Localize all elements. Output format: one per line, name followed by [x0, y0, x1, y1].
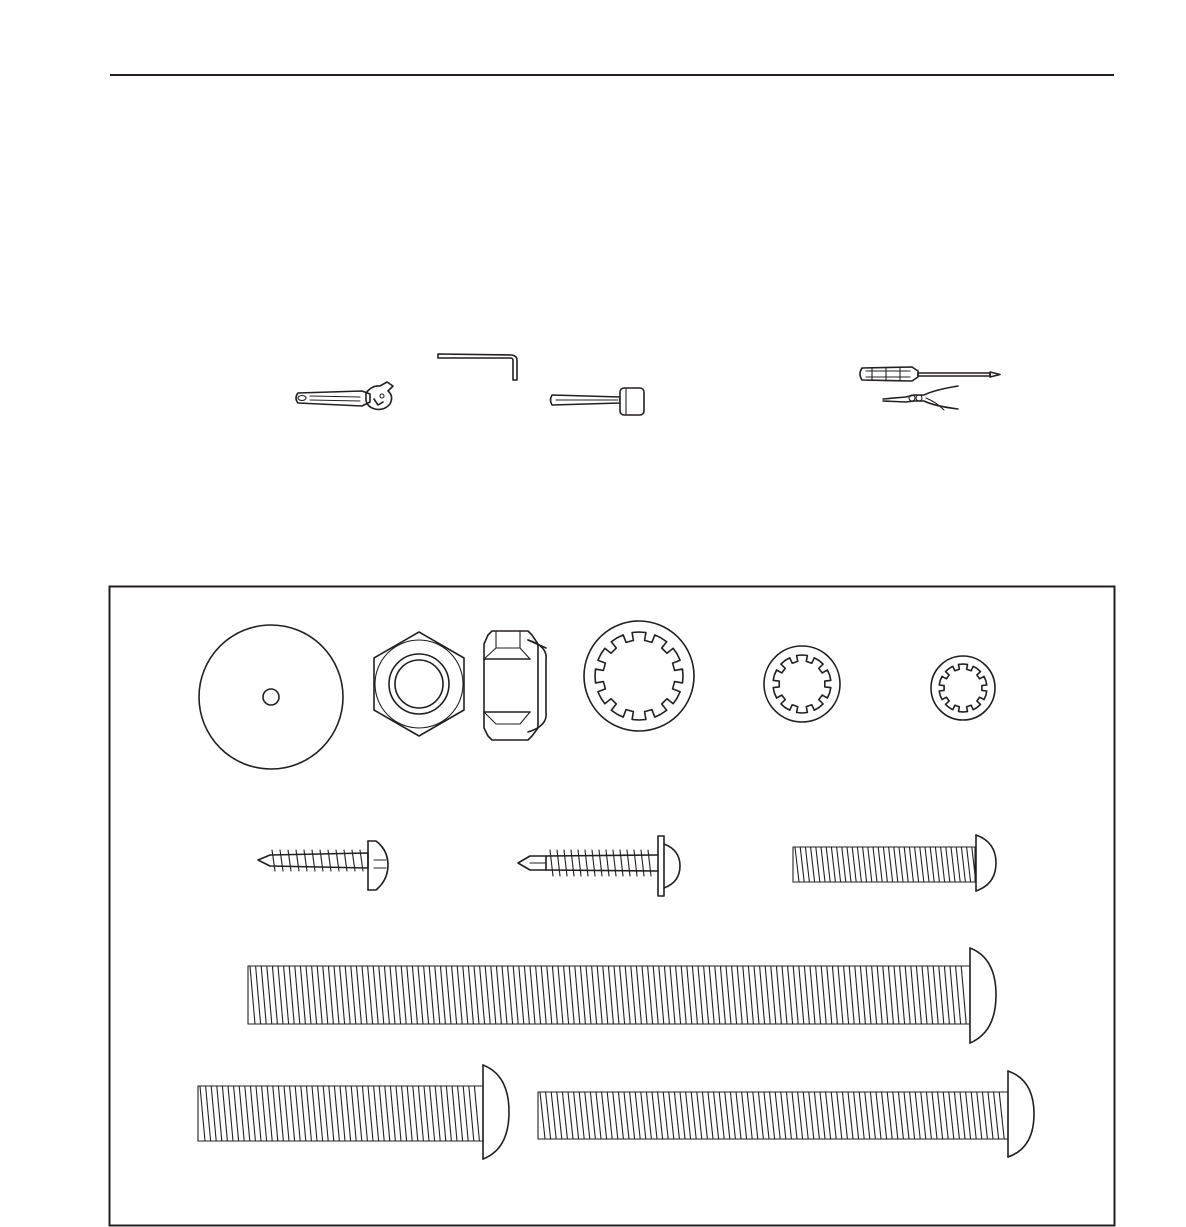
- flat-washer-icon: [199, 625, 343, 769]
- hardware-row-1: [199, 621, 995, 769]
- long-button-bolt-icon: [248, 948, 996, 1043]
- nylon-locknut-icon: [484, 631, 546, 740]
- hardware-row-4: [198, 1065, 1034, 1159]
- rubber-mallet-icon: [551, 388, 645, 415]
- hardware-row-2: [258, 835, 996, 896]
- star-washer-small-icon: [931, 656, 995, 720]
- tapping-screw-icon: [258, 841, 388, 890]
- star-washer-large-icon: [584, 621, 694, 731]
- self-drilling-screw-icon: [518, 836, 680, 896]
- medium-button-bolt-icon: [198, 1065, 509, 1159]
- screwdriver-icon: [860, 367, 1000, 381]
- tools-group: [296, 354, 1000, 415]
- needlenose-pliers-icon: [883, 386, 958, 410]
- adjustable-wrench-icon: [296, 382, 393, 409]
- hex-nut-icon: [374, 632, 464, 736]
- hex-key-icon: [438, 354, 517, 380]
- medium-long-button-bolt-icon: [538, 1071, 1034, 1157]
- star-washer-medium-icon: [764, 646, 840, 722]
- hardware-row-3: [248, 948, 996, 1043]
- short-button-bolt-icon: [793, 835, 996, 891]
